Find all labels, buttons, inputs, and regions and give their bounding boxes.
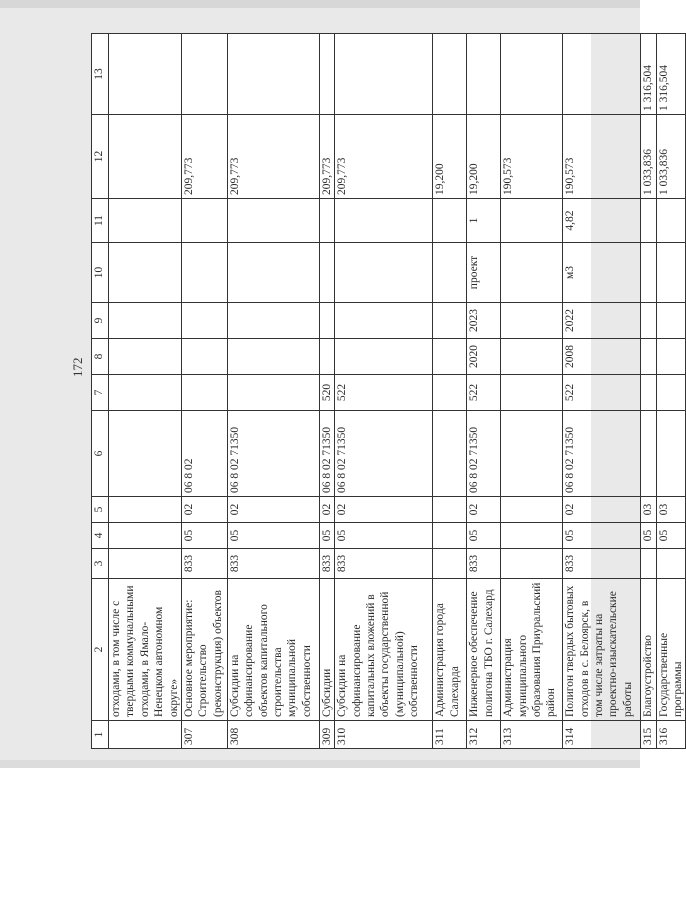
page-number: 172 xyxy=(70,357,85,377)
table-row xyxy=(563,34,641,749)
table-cell-col-11 xyxy=(181,199,227,243)
table-cell-col-10 xyxy=(319,243,334,303)
table-cell-col-7: 522 xyxy=(563,375,641,411)
table-cell-col-12: 1 033,836 xyxy=(656,115,686,199)
table-cell-col-8: 2020 xyxy=(467,339,501,375)
table-cell-col-3: 833 xyxy=(335,549,433,579)
table-cell-col-12: 209,773 xyxy=(181,115,227,199)
table-cell-col-8 xyxy=(227,339,319,375)
header-cell: 2 xyxy=(92,579,109,721)
header-cell: 5 xyxy=(92,497,109,523)
table-cell-col-4 xyxy=(501,523,563,549)
scan-bottom-shadow xyxy=(0,760,640,768)
table-cell-col-10 xyxy=(181,243,227,303)
table-cell-col-6: 06 8 02 71350 xyxy=(227,411,319,497)
table-cell-col-3: 833 xyxy=(467,549,501,579)
table-cell-col-4: 05 xyxy=(656,523,686,549)
table-cell-col-9 xyxy=(335,303,433,339)
table-cell-col-5 xyxy=(433,497,467,523)
table-cell-col-5: 02 xyxy=(319,497,334,523)
table-cell-col-4: 05 xyxy=(227,523,319,549)
table-row xyxy=(641,34,656,749)
table-cell-col-2: Государственные программы xyxy=(656,579,686,721)
table-cell-col-2: Благоустройство xyxy=(641,579,656,721)
header-cell: 9 xyxy=(92,303,109,339)
table-cell-col-9 xyxy=(227,303,319,339)
table-cell-col-10: проект xyxy=(467,243,501,303)
table-cell-col-7 xyxy=(501,375,563,411)
table-cell-col-5: 02 xyxy=(467,497,501,523)
header-cell: 6 xyxy=(92,411,109,497)
table-cell-col-9: 2023 xyxy=(467,303,501,339)
table-row xyxy=(433,34,467,749)
table-cell-col-6 xyxy=(109,411,182,497)
table-cell-col-7 xyxy=(641,375,656,411)
table-cell-col-12: 209,773 xyxy=(335,115,433,199)
table-cell-col-8 xyxy=(501,339,563,375)
table-cell-col-6: 06 8 02 71350 xyxy=(467,411,501,497)
table-cell-col-6: 06 8 02 xyxy=(181,411,227,497)
table-cell-col-2: отходами, в том числе с твердыми коммунальными отходами, в Ямало-Ненецком автономном округе» xyxy=(109,579,182,721)
table-cell-col-12 xyxy=(109,115,182,199)
table-cell-col-3 xyxy=(501,549,563,579)
header-row xyxy=(92,34,109,749)
table-cell-col-13 xyxy=(319,34,334,115)
table-cell-col-1: 314 xyxy=(563,721,641,749)
table-cell-col-10 xyxy=(433,243,467,303)
table-cell-col-8 xyxy=(335,339,433,375)
table-cell-col-9 xyxy=(319,303,334,339)
table-cell-col-7: 520 xyxy=(319,375,334,411)
table-cell-col-1: 310 xyxy=(335,721,433,749)
table-cell-col-12: 19,200 xyxy=(467,115,501,199)
table-cell-col-3 xyxy=(433,549,467,579)
table-cell-col-12: 1 033,836 xyxy=(641,115,656,199)
table-cell-col-9 xyxy=(433,303,467,339)
budget-table xyxy=(91,33,686,749)
table-cell-col-9 xyxy=(109,303,182,339)
header-cell: 3 xyxy=(92,549,109,579)
table-cell-col-4: 05 xyxy=(319,523,334,549)
table-cell-col-3 xyxy=(656,549,686,579)
table-row xyxy=(467,34,501,749)
table-cell-col-6: 06 8 02 71350 xyxy=(319,411,334,497)
table-cell-col-1: 311 xyxy=(433,721,467,749)
table-cell-col-2: Администрация муниципального образования Приуральский район xyxy=(501,579,563,721)
table-cell-col-5: 02 xyxy=(563,497,641,523)
table-cell-col-13 xyxy=(563,34,641,115)
table-cell-col-13 xyxy=(501,34,563,115)
table-cell-col-5: 02 xyxy=(181,497,227,523)
table-cell-col-3: 833 xyxy=(319,549,334,579)
table-cell-col-6 xyxy=(501,411,563,497)
scan-top-edge xyxy=(0,0,640,8)
table-cell-col-2: Администрация города Салехарда xyxy=(433,579,467,721)
table-cell-col-7: 522 xyxy=(335,375,433,411)
table-cell-col-3: 833 xyxy=(563,549,641,579)
table-cell-col-13 xyxy=(335,34,433,115)
table-cell-col-6 xyxy=(641,411,656,497)
table-cell-col-13 xyxy=(109,34,182,115)
table-cell-col-4 xyxy=(433,523,467,549)
table-cell-col-8 xyxy=(656,339,686,375)
table-cell-col-11 xyxy=(335,199,433,243)
table-cell-col-7 xyxy=(227,375,319,411)
table-cell-col-3 xyxy=(109,549,182,579)
header-cell: 8 xyxy=(92,339,109,375)
table-cell-col-3: 833 xyxy=(227,549,319,579)
table-cell-col-11 xyxy=(641,199,656,243)
table-cell-col-13: 1 316,504 xyxy=(641,34,656,115)
table-cell-col-5: 02 xyxy=(335,497,433,523)
table-cell-col-2: Инженерное обеспечение полигона ТБО г. Салехард xyxy=(467,579,501,721)
table-cell-col-1 xyxy=(109,721,182,749)
header-cell: 11 xyxy=(92,199,109,243)
table-cell-col-12: 19,200 xyxy=(433,115,467,199)
table-cell-col-8 xyxy=(433,339,467,375)
table-cell-col-10: м3 xyxy=(563,243,641,303)
table-cell-col-12: 190,573 xyxy=(563,115,641,199)
table-cell-col-7 xyxy=(181,375,227,411)
table-cell-col-1: 308 xyxy=(227,721,319,749)
table-cell-col-6: 06 8 02 71350 xyxy=(335,411,433,497)
table-header xyxy=(92,34,109,749)
table-cell-col-1: 315 xyxy=(641,721,656,749)
table-cell-col-2: Субсидии на софинансирование капитальных вложений в объекты государственной (муниципальной) собственности xyxy=(335,579,433,721)
table-cell-col-11 xyxy=(656,199,686,243)
table-cell-col-11 xyxy=(109,199,182,243)
table-cell-col-2: Субсидии на софинансирование объектов капитального строительства муниципальной собственности xyxy=(227,579,319,721)
table-cell-col-11 xyxy=(319,199,334,243)
table-cell-col-1: 312 xyxy=(467,721,501,749)
table-cell-col-7: 522 xyxy=(467,375,501,411)
table-row xyxy=(335,34,433,749)
table-cell-col-10 xyxy=(501,243,563,303)
table-cell-col-4: 05 xyxy=(467,523,501,549)
table-cell-col-10 xyxy=(641,243,656,303)
table-cell-col-2: Субсидии xyxy=(319,579,334,721)
table-row xyxy=(501,34,563,749)
table-cell-col-1: 313 xyxy=(501,721,563,749)
header-cell: 13 xyxy=(92,34,109,115)
table-cell-col-8 xyxy=(319,339,334,375)
table-cell-col-5: 03 xyxy=(641,497,656,523)
table-cell-col-10 xyxy=(109,243,182,303)
table-cell-col-2: Основное мероприятие: Строительство (реконструкция) объектов xyxy=(181,579,227,721)
table-cell-col-5: 02 xyxy=(227,497,319,523)
table-cell-col-5: 03 xyxy=(656,497,686,523)
table-row xyxy=(109,34,182,749)
table-cell-col-13: 1 316,504 xyxy=(656,34,686,115)
table-cell-col-6: 06 8 02 71350 xyxy=(563,411,641,497)
table-cell-col-12: 190,573 xyxy=(501,115,563,199)
table-cell-col-9: 2022 xyxy=(563,303,641,339)
table-cell-col-13 xyxy=(467,34,501,115)
table-cell-col-11 xyxy=(433,199,467,243)
table-cell-col-9 xyxy=(641,303,656,339)
header-cell: 7 xyxy=(92,375,109,411)
table-cell-col-8 xyxy=(181,339,227,375)
table-cell-col-5 xyxy=(109,497,182,523)
table-cell-col-4: 05 xyxy=(335,523,433,549)
table-cell-col-1: 309 xyxy=(319,721,334,749)
table-cell-col-8 xyxy=(109,339,182,375)
table-cell-col-8 xyxy=(641,339,656,375)
table-cell-col-13 xyxy=(227,34,319,115)
table-body xyxy=(109,34,686,749)
table-cell-col-13 xyxy=(181,34,227,115)
table-cell-col-10 xyxy=(335,243,433,303)
table-row xyxy=(181,34,227,749)
table-cell-col-3 xyxy=(641,549,656,579)
table-cell-col-2: Полигон твердых бытовых отходов в с. Белоярск, в том числе затраты на проектно-изыскательские работы xyxy=(563,579,641,721)
table-cell-col-11: 1 xyxy=(467,199,501,243)
table-cell-col-12: 209,773 xyxy=(227,115,319,199)
table-cell-col-1: 307 xyxy=(181,721,227,749)
table-cell-col-13 xyxy=(433,34,467,115)
table-cell-col-9 xyxy=(181,303,227,339)
table-row xyxy=(319,34,334,749)
table-cell-col-11 xyxy=(227,199,319,243)
rotated-table-container xyxy=(91,34,684,749)
table-cell-col-10 xyxy=(656,243,686,303)
table-cell-col-9 xyxy=(501,303,563,339)
table-cell-col-8: 2008 xyxy=(563,339,641,375)
table-cell-col-5 xyxy=(501,497,563,523)
header-cell: 10 xyxy=(92,243,109,303)
table-cell-col-3: 833 xyxy=(181,549,227,579)
table-row xyxy=(227,34,319,749)
table-cell-col-4: 05 xyxy=(181,523,227,549)
table-cell-col-1: 316 xyxy=(656,721,686,749)
header-cell: 4 xyxy=(92,523,109,549)
table-cell-col-12: 209,773 xyxy=(319,115,334,199)
table-cell-col-6 xyxy=(656,411,686,497)
table-cell-col-4: 05 xyxy=(563,523,641,549)
table-cell-col-4: 05 xyxy=(641,523,656,549)
table-cell-col-6 xyxy=(433,411,467,497)
header-cell: 12 xyxy=(92,115,109,199)
table-cell-col-9 xyxy=(656,303,686,339)
table-cell-col-4 xyxy=(109,523,182,549)
table-cell-col-11 xyxy=(501,199,563,243)
table-cell-col-7 xyxy=(656,375,686,411)
table-row xyxy=(656,34,686,749)
table-cell-col-7 xyxy=(109,375,182,411)
table-cell-col-7 xyxy=(433,375,467,411)
table-cell-col-10 xyxy=(227,243,319,303)
table-cell-col-11: 4,82 xyxy=(563,199,641,243)
header-cell: 1 xyxy=(92,721,109,749)
